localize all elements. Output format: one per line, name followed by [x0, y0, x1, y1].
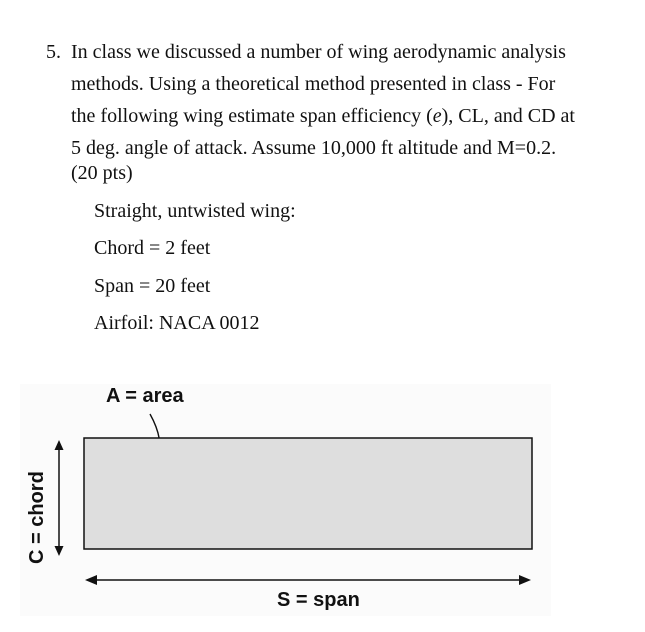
area-label: A = area: [106, 385, 184, 407]
question-line-4: 5 deg. angle of attack. Assume 10,000 ft altitude and M=0.2.: [71, 137, 557, 159]
chord-label: C = chord: [26, 471, 48, 564]
airfoil-value: Airfoil: NACA 0012: [94, 312, 260, 334]
wing-diagram: [0, 370, 645, 632]
question-line-1: In class we discussed a number of wing aerodynamic analysis: [71, 41, 566, 63]
wing-rectangle: [84, 438, 532, 549]
question-number: 5.: [46, 41, 61, 63]
span-value: Span = 20 feet: [94, 275, 211, 297]
wing-type: Straight, untwisted wing:: [94, 200, 296, 222]
chord-value: Chord = 2 feet: [94, 237, 211, 259]
question-line-2: methods. Using a theoretical method presented in class - For: [71, 73, 556, 95]
span-label: S = span: [277, 589, 360, 611]
question-line-5: (20 pts): [71, 162, 133, 184]
question-line-3: the following wing estimate span efficiency (e), CL, and CD at: [71, 105, 575, 127]
